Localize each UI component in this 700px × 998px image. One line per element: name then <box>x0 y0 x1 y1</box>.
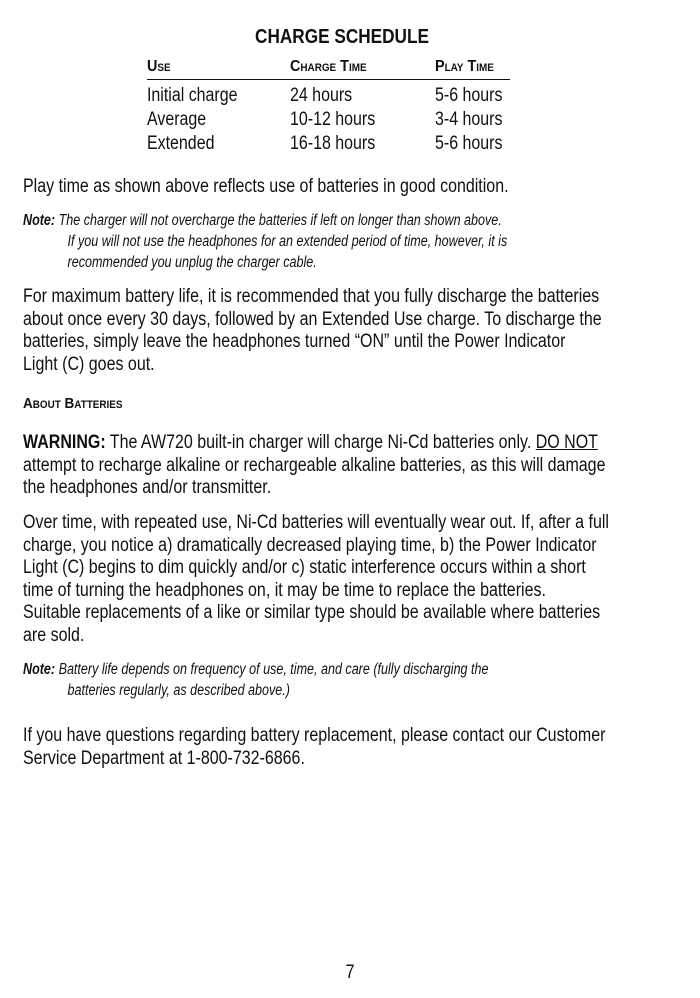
paragraph-line: are sold. <box>23 624 85 646</box>
paragraph-line: Suitable replacements of a like or similar type should be available where batteries <box>23 602 601 623</box>
paragraph-line: the headphones and/or transmitter. <box>23 477 272 498</box>
paragraph-line: Play time as shown above reflects use of batteries in good condition. <box>23 176 509 197</box>
warning-text: The AW720 built-in charger will charge Ni-Cd batteries only. <box>105 432 536 453</box>
header-divider <box>147 79 510 80</box>
cell-charge-time: 24 hours <box>290 85 353 106</box>
note-label: Note: <box>23 212 56 229</box>
note-line: Battery life depends on frequency of use, time, and care (fully discharging the <box>58 661 489 678</box>
cell-play-time: 3-4 hours <box>435 109 503 130</box>
paragraph-line: batteries, simply leave the headphones turned “ON” until the Power Indicator <box>23 331 566 352</box>
header-use: Use <box>147 58 171 75</box>
table-row <box>147 85 517 109</box>
do-not-emphasis: DO NOT <box>535 432 598 453</box>
paragraph-line: time of turning the headphones on, it may be time to replace the batteries. <box>23 579 546 601</box>
note-overcharge <box>23 210 631 273</box>
cell-charge-time: 10-12 hours <box>290 109 376 130</box>
paragraph-line: Over time, with repeated use, Ni-Cd batteries will eventually wear out. If, after a full <box>23 512 609 533</box>
cell-use: Initial charge <box>147 85 238 106</box>
page-title: CHARGE SCHEDULE <box>255 26 429 48</box>
over-time-paragraph <box>23 512 663 647</box>
cell-use: Average <box>147 109 207 130</box>
paragraph-line: about once every 30 days, followed by an Extended Use charge. To discharge the <box>23 308 602 330</box>
note-battery-life <box>23 659 631 701</box>
note-line: batteries regularly, as described above.) <box>67 682 290 699</box>
section-heading-about-batteries: About Batteries <box>23 395 123 412</box>
cell-play-time: 5-6 hours <box>435 133 503 154</box>
play-time-paragraph <box>23 176 663 199</box>
paragraph-line: Light (C) begins to dim quickly and/or c) static interference occurs within a short <box>23 557 586 578</box>
header-charge-time: Charge Time <box>290 58 367 75</box>
paragraph-line: Light (C) goes out. <box>23 353 155 375</box>
page-number: 7 <box>345 962 355 983</box>
paragraph-line: charge, you notice a) dramatically decreased playing time, b) the Power Indicator <box>23 534 597 556</box>
note-line: recommended you unplug the charger cable. <box>67 254 317 271</box>
note-line: The charger will not overcharge the batteries if left on longer than shown above. <box>58 212 502 229</box>
warning-paragraph <box>23 432 663 500</box>
header-play-time: Play Time <box>435 58 494 75</box>
note-label: Note: <box>23 661 56 678</box>
table-row <box>147 133 517 157</box>
paragraph-line: If you have questions regarding battery replacement, please contact our Customer <box>23 725 606 746</box>
max-life-paragraph <box>23 286 663 376</box>
paragraph-line: attempt to recharge alkaline or rechargeable alkaline batteries, as this will damage <box>23 454 606 476</box>
cell-charge-time: 16-18 hours <box>290 133 376 154</box>
warning-label: WARNING: <box>23 432 106 453</box>
table-row <box>147 109 517 133</box>
cell-use: Extended <box>147 133 215 154</box>
paragraph-line: Service Department at 1-800-732-6866. <box>23 747 305 769</box>
paragraph-line: For maximum battery life, it is recommended that you fully discharge the batteries <box>23 286 600 307</box>
cell-play-time: 5-6 hours <box>435 85 503 106</box>
note-line: If you will not use the headphones for an extended period of time, however, it is <box>67 233 508 250</box>
contact-paragraph <box>23 725 663 770</box>
